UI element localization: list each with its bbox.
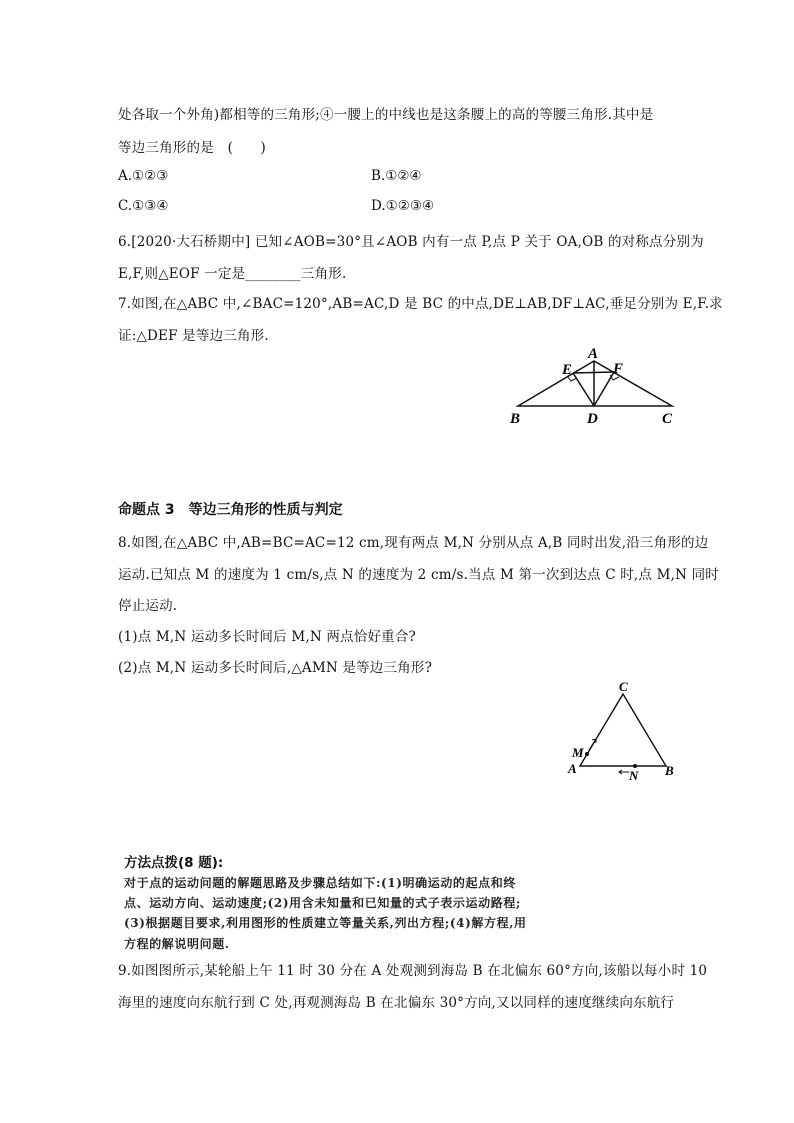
label-n: N (629, 768, 639, 783)
question-8-cont: 运动.已知点 M 的速度为 1 cm/s,点 N 的速度为 2 cm/s.当点 M 第一次到达点 C 时,点 M,N 同时 (118, 567, 720, 583)
question-9-cont: 海里的速度向东航行到 C 处,再观测海岛 B 在北偏东 30°方向,又以同样的速度继续向东航行 (118, 995, 675, 1011)
tip-line: 点、运动方向、运动速度;(2)用含未知量和已知量的式子表示运动路程; (124, 896, 521, 910)
question-8: 8.如图,在△ABC 中,AB=BC=AC=12 cm,现有两点 M,N 分别从点 A,B 同时出发,沿三角形的边 (118, 535, 709, 551)
question-8-part1: (1)点 M,N 运动多长时间后 M,N 两点恰好重合? (118, 629, 416, 645)
label-b: B (510, 411, 521, 427)
label-a: A (568, 761, 577, 776)
label-b: B (665, 763, 674, 778)
tip-line: (3)根据题目要求,利用图形的性质建立等量关系,列出方程;(4)解方程,用 (124, 916, 527, 930)
question-7: 7.如图,在△ABC 中,∠BAC=120°,AB=AC,D 是 BC 的中点,DE⊥AB,DF⊥AC,垂足分别为 E,F.求 (118, 296, 723, 312)
figure-q8 (565, 677, 685, 787)
figure-q7 (500, 345, 690, 435)
section-title: 命题点 3 等边三角形的性质与判定 (118, 502, 343, 518)
tip-title: 方法点拨(8 题): (124, 855, 224, 871)
label-m: M (572, 745, 584, 760)
option-c: C.①③④ (118, 198, 169, 214)
option-b: B.①②④ (371, 168, 422, 184)
question-7-cont: 证:△DEF 是等边三角形. (118, 328, 269, 344)
question-6-cont: E,F,则△EOF 一定是________三角形. (118, 266, 347, 282)
question-6: 6.[2020·大石桥期中] 已知∠AOB=30°且∠AOB 内有一点 P,点 P 关于 OA,OB 的对称点分别为 (118, 234, 704, 250)
text-line: 等边三角形的是 ( ) (118, 140, 266, 156)
option-a: A.①②③ (118, 168, 169, 184)
label-f: F (613, 361, 624, 377)
label-c: C (662, 411, 673, 427)
label-a: A (588, 346, 599, 362)
question-8-part2: (2)点 M,N 运动多长时间后,△AMN 是等边三角形? (118, 660, 433, 676)
label-c: C (619, 679, 628, 694)
label-d: D (587, 411, 598, 427)
question-8-cont2: 停止运动. (118, 598, 178, 614)
tip-line: 方程的解说明问题. (124, 937, 230, 951)
tip-line: 对于点的运动问题的解题思路及步骤总结如下:(1)明确运动的起点和终 (124, 876, 516, 890)
text-line: 处各取一个外角)都相等的三角形;④一腰上的中线也是这条腰上的高的等腰三角形.其中是 (118, 107, 654, 123)
question-9: 9.如图图所示,某轮船上午 11 时 30 分在 A 处观测到海岛 B 在北偏东 60°方向,该船以每小时 10 (118, 963, 708, 979)
option-d: D.①②③④ (371, 198, 435, 214)
label-e: E (562, 362, 573, 378)
